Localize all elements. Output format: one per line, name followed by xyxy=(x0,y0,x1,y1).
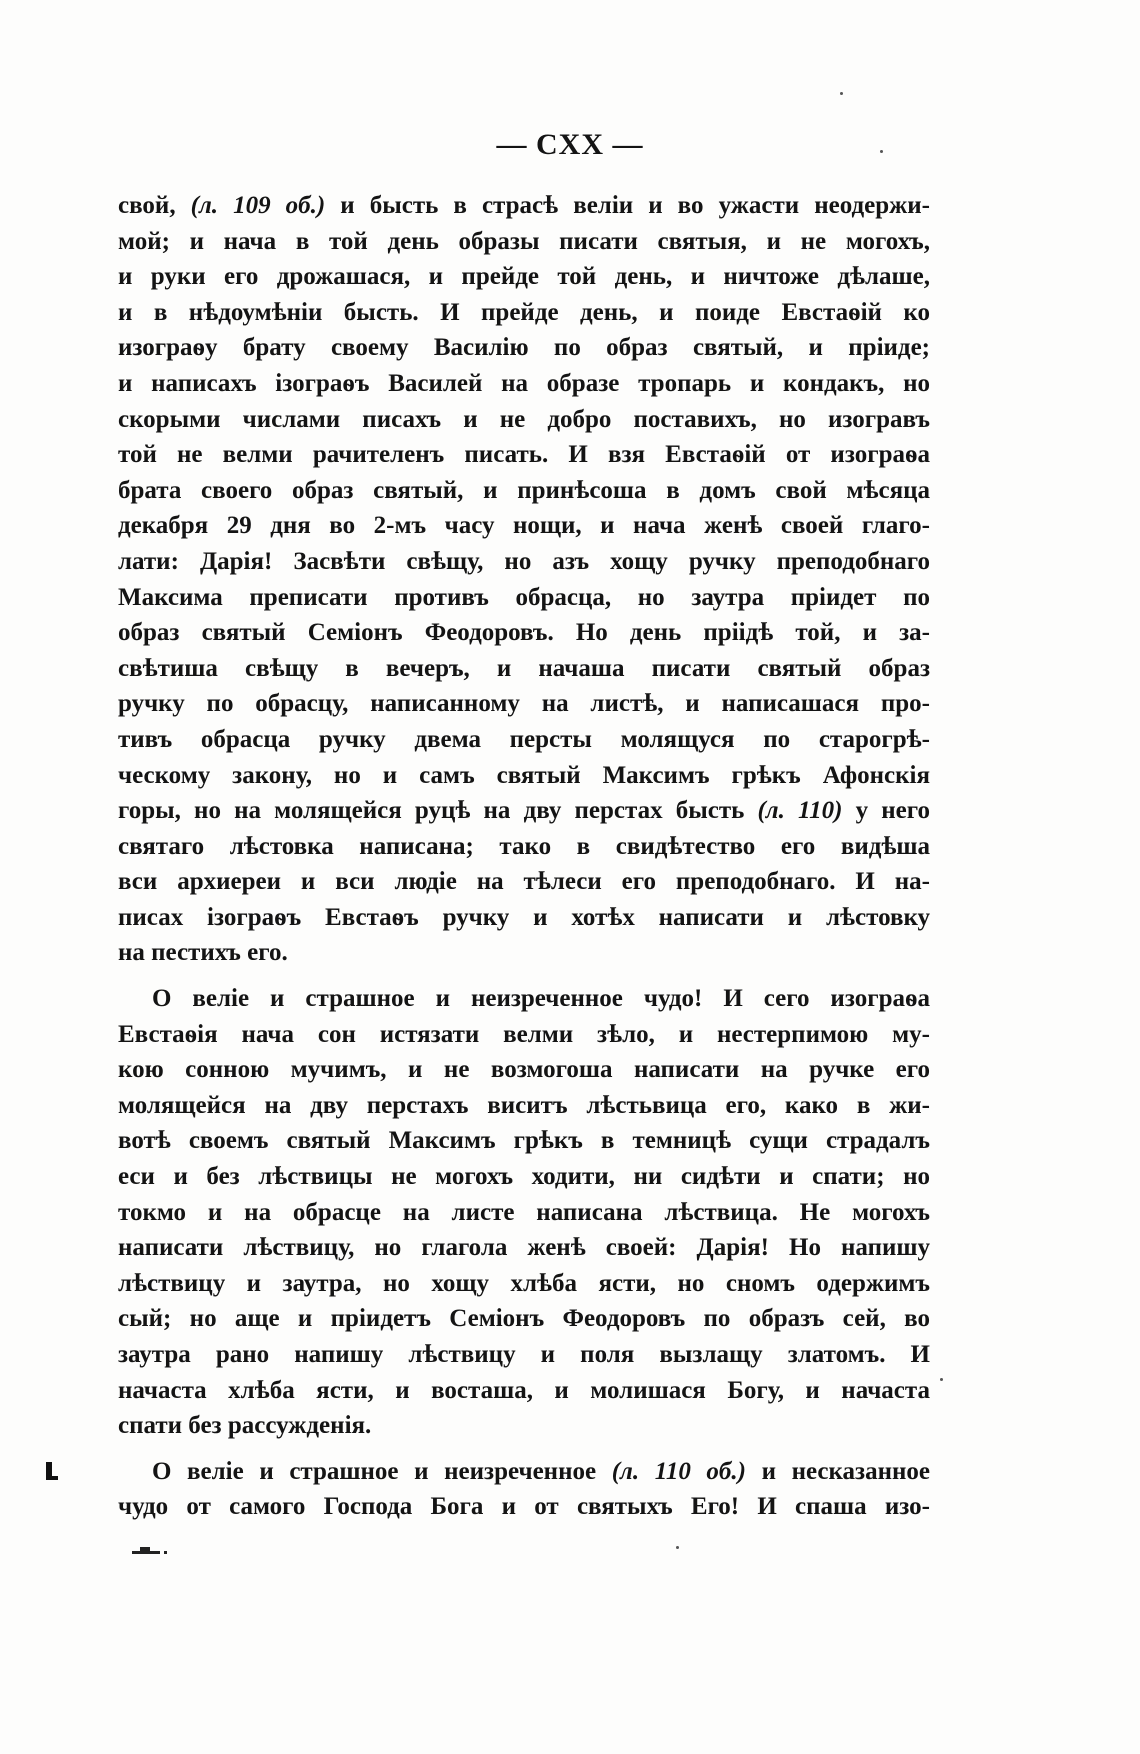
text-line: мой; и нача в той день образы писати святыя, и не могохъ, xyxy=(118,227,930,255)
text-line: лѣствицу и заутра, но хощу хлѣба ясти, но сномъ одержимъ xyxy=(118,1269,930,1297)
paragraph-gap xyxy=(118,971,930,981)
text-line: сый; но аще и пріидетъ Семіонъ Феодоровъ по образъ сей, во xyxy=(118,1305,930,1333)
scan-speck xyxy=(840,92,843,95)
paragraph-gap xyxy=(118,1444,930,1454)
text-line: молящейся на дву перстахъ виситъ лѣстьвица его, како в жи- xyxy=(118,1091,930,1119)
text-line: О веліе и страшное и неизреченное (л. 110 об.) и несказанное xyxy=(152,1457,930,1485)
folio-reference: (л. 110) xyxy=(757,797,843,825)
scan-speck xyxy=(940,1378,943,1381)
text-line: тивъ обрасца ручку двема персты молящуся по старогрѣ- xyxy=(118,725,930,753)
text-line: начаста хлѣба ясти, и восташа, и молишася Богу, и начаста xyxy=(118,1376,930,1404)
text-line: святаго лѣстовка написана; тако в свидѣтество его видѣша xyxy=(118,832,930,860)
text-line: той не велми рачителенъ писать. И взя Евстаѳій от изограѳа xyxy=(118,441,930,469)
text-line: на пестихъ его. xyxy=(118,939,288,967)
text-line: Максима преписати противъ обрасца, но заутра пріидет по xyxy=(118,583,930,611)
text-line: декабря 29 дня во 2-мъ часу нощи, и нача женѣ своей глаго- xyxy=(118,512,930,540)
folio-reference: (л. 109 об.) xyxy=(190,192,326,219)
text-line: вси архиереи и вси людіе на тѣлеси его преподобнаго. И на- xyxy=(118,868,930,896)
text-line: Евстаѳія нача сон истязати велми зѣло, и нестерпимою му- xyxy=(118,1020,930,1048)
text-line: еси и без лѣствицы не могохъ ходити, ни сидѣти и спати; но xyxy=(118,1163,930,1191)
text-line: ручку по обрасцу, написанному на листѣ, и написашася про- xyxy=(118,690,930,718)
scan-speck xyxy=(676,1546,679,1549)
body-text xyxy=(118,188,930,1525)
text-line: вотѣ своемъ святый Максимъ грѣкъ в темницѣ сущи страдалъ xyxy=(118,1127,930,1155)
text-line: О веліе и страшное и неизреченное чудо! И сего изограѳа xyxy=(152,985,930,1013)
scan-mark xyxy=(46,1462,52,1480)
text-line: писах ізограѳъ Евстаѳъ ручку и хотѣх написати и лѣстовку xyxy=(118,903,930,931)
scan-speck xyxy=(880,150,883,153)
page-number: — CXX — xyxy=(496,128,644,161)
folio-reference: (л. 110 об.) xyxy=(611,1457,746,1485)
text-line: образ святый Семіонъ Феодоровъ. Но день пріідѣ той, и за- xyxy=(118,619,930,647)
text-line: ческому закону, но и самъ святый Максимъ грѣкъ Афонскія xyxy=(118,761,930,789)
text-line: брата своего образ святый, и принѣсоша в домъ свой мѣсяца xyxy=(118,476,930,504)
scan-mark xyxy=(132,1546,168,1554)
text-line: горы, но на молящейся руцѣ на дву перстах бысть (л. 110) у него xyxy=(118,797,930,825)
text-line: изограѳу брату своему Василію по образ святый, и пріиде; xyxy=(118,334,930,362)
text-line: свой, (л. 109 об.) и бысть в страсѣ веліи и во ужасти неодержи- xyxy=(118,192,930,219)
text-line: написати лѣствицу, но глагола женѣ своей: Дарія! Но напишу xyxy=(118,1234,930,1262)
text-line: спати без рассужденія. xyxy=(118,1412,372,1440)
text-line: чудо от самого Господа Бога и от святыхъ Его! И спаша изо- xyxy=(118,1493,930,1521)
text-line: скорыми числами писахъ и не добро поставихъ, но изогравъ xyxy=(118,405,930,433)
text-line: лати: Дарія! Засвѣти свѣщу, но азъ хощу ручку преподобнаго xyxy=(118,547,930,575)
text-line: кою сонною мучимъ, и не возмогоша написати на ручке его xyxy=(118,1056,930,1084)
text-line: и написахъ ізограѳъ Василей на образе тропарь и кондакъ, но xyxy=(118,369,930,397)
text-line: свѣтиша свѣщу в вечеръ, и начаша писати святый образ xyxy=(118,654,930,682)
text-line: и руки его дрожашася, и прейде той день, и ничтоже дѣлаше, xyxy=(118,263,930,291)
text-line: и в нѣдоумѣніи бысть. И прейде день, и поиде Евстаѳій ко xyxy=(118,298,930,326)
text-line: заутра рано напишу лѣствицу и поля вызлащу златомъ. И xyxy=(118,1341,930,1368)
text-line: токмо и на обрасце на листе написана лѣствица. Не могохъ xyxy=(118,1198,930,1226)
